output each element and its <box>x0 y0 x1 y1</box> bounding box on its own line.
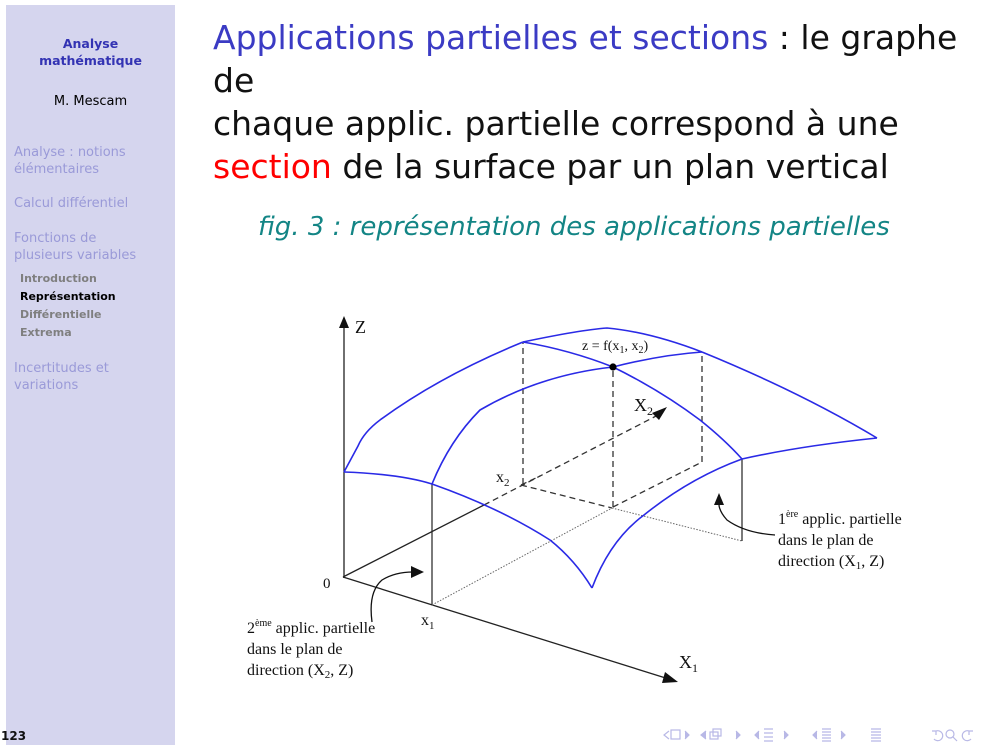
sidebar-section-label: Fonctions de <box>14 231 97 246</box>
surface-point <box>609 363 616 370</box>
x1-axis <box>343 577 672 680</box>
subsection-prev-icon[interactable] <box>701 729 721 739</box>
svg-text:2ème applic. partielle: 2ème applic. partielle <box>247 618 376 637</box>
x2-axis-dashed <box>484 414 660 505</box>
x1-axis-arrow-icon <box>662 672 678 683</box>
second-partial-annotation <box>247 618 375 681</box>
svg-text:1ère applic. partielle: 1ère applic. partielle <box>778 509 902 528</box>
svg-text:direction (X1, Z): direction (X1, Z) <box>778 553 885 572</box>
sidebar-section-label: plusieurs variables <box>14 248 137 263</box>
first-annotation-arrow <box>719 502 775 535</box>
document-prev-icon[interactable] <box>813 729 831 741</box>
x2-axis-arrow-icon <box>652 407 667 420</box>
sidebar-subsection-introduction[interactable]: Introduction <box>20 272 97 285</box>
x2-axis-label: $X_2$ <box>634 395 653 418</box>
z-axis-label: Z <box>355 317 366 337</box>
frame-prev-icon[interactable] <box>664 730 680 739</box>
sidebar-section-label: variations <box>14 378 79 393</box>
page-number: 123 <box>1 729 27 743</box>
sidebar-section-label: Calcul différentiel <box>14 196 129 211</box>
line3-rest: de la surface par un plan vertical <box>331 147 889 186</box>
first-partial-annotation <box>778 509 902 572</box>
document-next-icon[interactable] <box>841 731 845 739</box>
frame-title-line2: chaque applic. partielle correspond à une <box>213 104 899 143</box>
first-annotation-arrowhead-icon <box>714 493 724 505</box>
sidebar-subsection-representation[interactable]: Représentation <box>20 290 116 303</box>
section-next-icon[interactable] <box>784 731 788 739</box>
subsection-next-icon[interactable] <box>736 731 740 739</box>
title-rest: : le graphe de <box>213 18 958 100</box>
sidebar-section-label: élémentaires <box>14 162 100 177</box>
svg-text:dans le plan de: dans le plan de <box>247 641 343 658</box>
back-icon[interactable] <box>932 731 943 741</box>
x2-tick-label: $x_2$ <box>496 469 510 489</box>
title-highlight: Applications partielles et sections <box>213 18 769 57</box>
second-annotation-arrowhead-icon <box>411 566 424 578</box>
appendix-icon[interactable] <box>871 729 881 741</box>
frame-next-icon[interactable] <box>685 731 689 739</box>
section-prev-icon[interactable] <box>755 729 773 741</box>
origin-label: 0 <box>323 576 331 592</box>
svg-text:direction (X2, Z): direction (X2, Z) <box>247 662 354 681</box>
sidebar-section-label: Analyse : notions <box>14 145 126 160</box>
sidebar-section-label: Incertitudes et <box>14 361 109 376</box>
search-icon[interactable] <box>946 730 957 741</box>
sidebar-subsection-extrema[interactable]: Extrema <box>20 326 72 339</box>
presentation-title-line2: mathématique <box>39 53 142 68</box>
construction-lines <box>432 343 742 605</box>
axes <box>339 316 678 683</box>
x2-axis-solid <box>343 505 484 577</box>
presentation-title-line1: Analyse <box>62 36 119 51</box>
x1-axis-label: $X_1$ <box>679 652 698 675</box>
forward-icon[interactable] <box>962 731 973 741</box>
svg-text:dans le plan de: dans le plan de <box>778 532 874 549</box>
z-axis-arrow-icon <box>339 316 349 328</box>
sidebar-subsection-differentielle[interactable]: Différentielle <box>20 308 102 321</box>
navigation-bar <box>660 722 1000 748</box>
figure-caption: fig. 3 : représentation des applications partielles <box>258 212 890 242</box>
section-highlight: section <box>213 147 332 186</box>
author-name[interactable]: M. Mescam <box>53 94 128 109</box>
point-label: $z = f(x_1$, $x_2$) <box>582 339 649 356</box>
x1-tick-label: $x_1$ <box>421 612 435 632</box>
